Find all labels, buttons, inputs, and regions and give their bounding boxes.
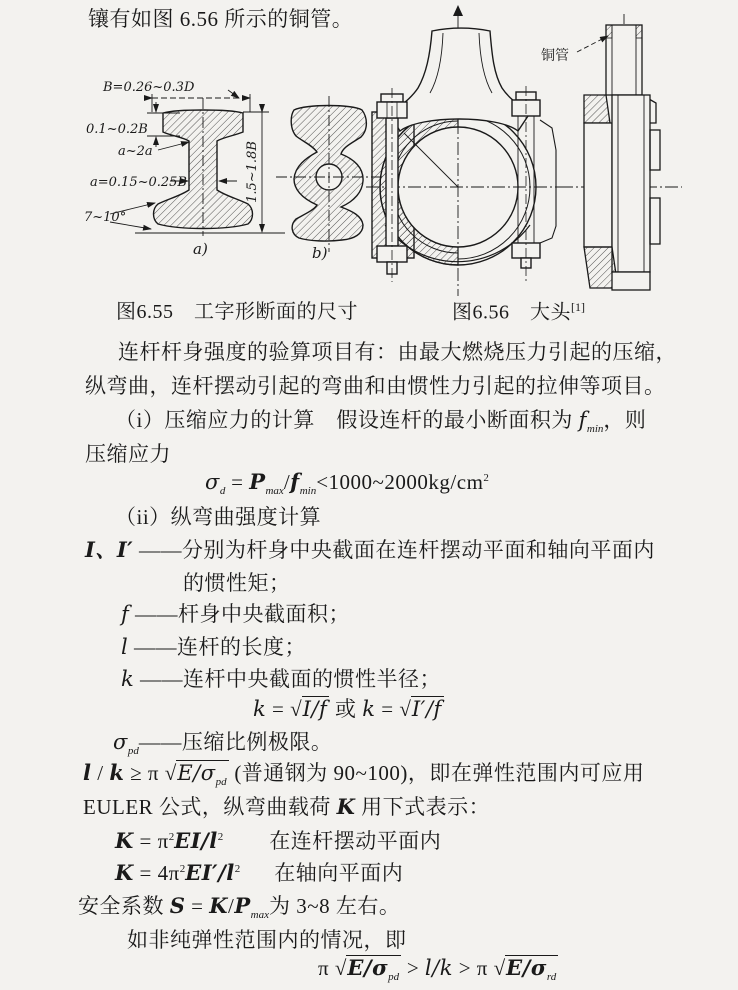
formula3-body: EI/l: [174, 828, 218, 853]
var-P2-sub: max: [250, 909, 269, 922]
figure-big-end-front: [366, 5, 560, 296]
intro-line: [88, 6, 353, 32]
formula-radius-of-gyration: [253, 696, 444, 722]
item-i-head: （i）压缩应力的计算 假设连杆的最小断面积为: [115, 408, 579, 432]
para1-line2: [85, 373, 666, 399]
para3-line2-post: 用下式表示：: [355, 795, 491, 819]
radical-sign-3: √: [164, 761, 177, 785]
var-l: l: [121, 635, 129, 659]
caption-656-reference: [1]: [571, 300, 585, 314]
def-sigma-line: [113, 729, 332, 759]
formula3-sup1: 2: [168, 831, 175, 843]
sublabel-a: a): [193, 240, 208, 258]
var-f-sub: min: [586, 423, 604, 436]
para3-line2-pre: EULER 公式，纵弯曲载荷: [83, 795, 337, 819]
var-f: f: [578, 408, 587, 432]
var-k1: k: [253, 697, 267, 721]
item-ii-line: [115, 504, 321, 530]
dim-label-B: B=0.26~0.3D: [103, 80, 195, 95]
equals-sign: =: [225, 470, 250, 494]
def-I-text: 分别为杆身中央截面在连杆摆动平面和轴向平面内: [181, 538, 655, 562]
var-k3: k: [109, 760, 125, 785]
radicand-5: E/σ: [506, 955, 547, 980]
radicand-3-sub: pd: [215, 776, 227, 789]
var-f2: f: [290, 469, 300, 494]
item-i-line2-text: 压缩应力: [85, 442, 171, 466]
para3-line2: [83, 794, 490, 820]
radicand-2: I′/f: [411, 697, 442, 721]
para4-eq: =: [185, 894, 210, 918]
figure-illustrations: [0, 0, 738, 300]
item-ii-head: （ii）纵弯曲强度计算: [115, 505, 322, 529]
formula-euler-swing-plane: [115, 828, 441, 854]
var-K2: K: [115, 860, 134, 885]
para3-tail: (普通钢为 90~100)，即在弹性范围内可应用: [228, 761, 645, 785]
gt-sign-1: >: [401, 956, 425, 980]
var-k: k: [121, 667, 135, 691]
gt-sign-2: >: [452, 956, 477, 980]
figure-ibeam-section-b: [276, 96, 382, 262]
dim-label-height: 1.5~1.8B: [245, 141, 260, 203]
def-l-line: [121, 634, 306, 660]
radical-sign-5: √: [493, 956, 506, 980]
para1-line2-text: 纵弯曲，连杆摆动引起的弯曲和由惯性力引起的拉伸等项目。: [85, 374, 666, 398]
var-P-sub: max: [265, 485, 284, 498]
para5-text: 如非纯弹性范围内的情况，即: [127, 928, 407, 952]
var-K3: K: [209, 893, 229, 918]
var-I: I、I′: [85, 537, 134, 562]
formula5-mid: l/k: [424, 956, 453, 980]
var-K: K: [336, 794, 356, 819]
radicand-3: E/σ: [177, 761, 216, 785]
var-K1: K: [115, 828, 134, 853]
para4-pre: 安全系数: [78, 894, 170, 918]
copper-tube-label: 铜管: [541, 48, 569, 64]
var-sigma-pd: σ: [113, 730, 128, 754]
ge-sign: ≥ π: [124, 761, 165, 785]
def-k-line: [121, 666, 441, 692]
item-i-line: [115, 407, 646, 437]
radical-sign-1: √: [290, 697, 302, 721]
pi-2: π: [476, 956, 494, 980]
divide-sign-2: /: [91, 761, 110, 785]
var-P2: P: [234, 893, 251, 918]
def-sigma-text: ——压缩比例极限。: [138, 730, 333, 754]
def-f-text: ——杆身中央截面积；: [129, 602, 351, 626]
intro-text: 镶有如图 6.56 所示的铜管。: [88, 7, 354, 31]
def-f-line: [121, 601, 350, 627]
radicand-1: I/f: [302, 697, 328, 721]
formula4-eq: = 4π: [133, 861, 180, 885]
caption-655-text: 图6.55 工字形断面的尺寸: [116, 301, 358, 323]
radical-sign-2: √: [399, 697, 411, 721]
var-l2: l: [83, 760, 92, 785]
def-I-wrap-text: 的惯性矩；: [183, 571, 291, 595]
item-i-line2: [85, 441, 171, 467]
formula4-note: 在轴向平面内: [274, 861, 404, 885]
figure-caption-656: [452, 300, 585, 326]
var-f2-sub: min: [299, 485, 317, 498]
var-f3: f: [121, 602, 130, 626]
formula1-exponent: 2: [483, 472, 489, 484]
force-arrow: [453, 5, 463, 16]
divide-sign-3: /: [228, 894, 235, 918]
para4-post: 为 3~8 左右。: [269, 894, 401, 918]
para5-line: [127, 927, 407, 953]
equals-sign-2: =: [266, 697, 291, 721]
def-I-wrap: [183, 570, 291, 596]
big-end-stem: [390, 28, 530, 131]
para3-line1: [83, 760, 644, 790]
dim-label-angle: 7~10°: [84, 210, 127, 225]
para1-line1-text: 连杆杆身强度的验算项目有：由最大燃烧压力引起的压缩，: [118, 340, 677, 364]
formula3-sup2: 2: [217, 831, 224, 843]
formula-euler-axial-plane: [115, 860, 403, 886]
def-l-text: ——连杆的长度；: [128, 635, 306, 659]
dim-label-a: a=0.15~0.25B: [90, 175, 187, 190]
formula-compressive-stress: [205, 469, 489, 499]
dim-label-flange: 0.1~0.2B: [86, 122, 148, 137]
formula4-sup2: 2: [234, 863, 241, 875]
var-sigma-pd-sub: pd: [127, 745, 139, 758]
para4-line: [78, 893, 400, 923]
var-k2: k: [362, 697, 376, 721]
formula3-eq: = π: [133, 829, 169, 853]
var-S: S: [169, 893, 186, 918]
item-i-tail: ，则: [603, 408, 647, 432]
formula1-tail: <1000~2000kg/cm: [316, 470, 484, 494]
equals-sign-3: =: [375, 697, 400, 721]
def-I-line: [85, 537, 655, 563]
dim-label-a2a: a~2a: [118, 144, 153, 159]
sublabel-b: b): [312, 244, 328, 262]
def-k-text: ——连杆中央截面的惯性半径；: [134, 667, 441, 691]
radicand-4: E/σ: [347, 955, 389, 980]
formula3-note: 在连杆摆动平面内: [269, 829, 442, 853]
divide-sign: /: [283, 470, 291, 494]
caption-656-text: 图6.56 大头: [452, 301, 571, 324]
figure-ibeam-section-a: [84, 80, 285, 258]
def-I-dash: ——: [133, 538, 182, 562]
formula4-sup1: 2: [179, 863, 186, 875]
var-sigma: σ: [205, 470, 220, 494]
pi-1: π: [318, 956, 335, 980]
para1-line1: [118, 339, 677, 365]
radicand-4-sub: pd: [388, 971, 400, 984]
figure-big-end-side: [541, 14, 682, 290]
figure-caption-655: [116, 300, 358, 325]
formula-inelastic-range: [318, 955, 558, 985]
formula4-body: EI′/l: [185, 860, 235, 885]
radical-sign-4: √: [334, 956, 347, 980]
var-P: P: [249, 469, 266, 494]
or-text: 或: [329, 697, 363, 721]
var-sigma-sub: d: [219, 485, 226, 498]
radicand-5-sub: rd: [546, 971, 557, 984]
